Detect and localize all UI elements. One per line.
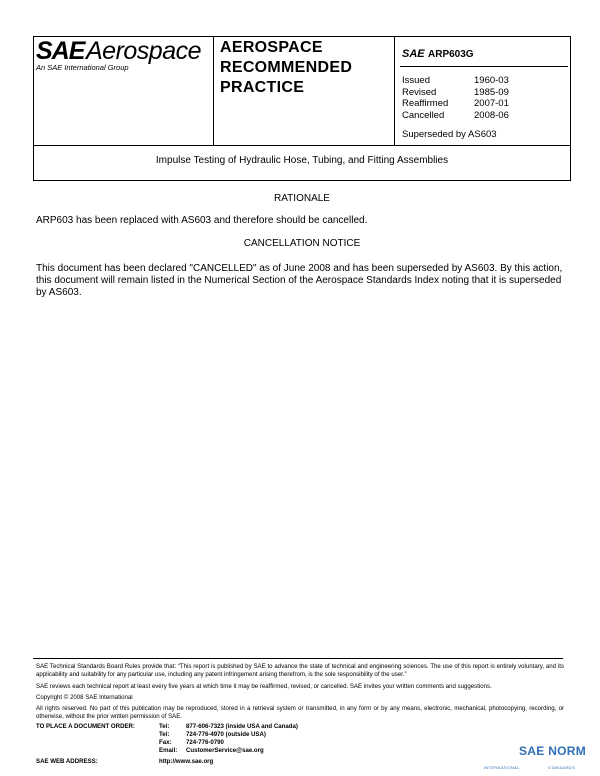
contact-label: Tel: bbox=[159, 731, 170, 738]
date-value: 1985-09 bbox=[474, 87, 509, 98]
rationale-text: ARP603 has been replaced with AS603 and therefore should be cancelled. bbox=[36, 215, 368, 226]
contact-value: 724-776-4970 (outside USA) bbox=[186, 731, 266, 738]
document-type bbox=[220, 38, 390, 98]
header-column-divider bbox=[394, 36, 395, 146]
contact-label: Tel: bbox=[159, 723, 170, 730]
watermark-standards: STANDARDS bbox=[548, 765, 576, 770]
date-label: Cancelled bbox=[402, 110, 445, 121]
aerospace-logo-text: Aerospace bbox=[86, 37, 202, 65]
superseded-by: Superseded by AS603 bbox=[402, 129, 497, 140]
contact-label: Fax: bbox=[159, 739, 172, 746]
footer-divider bbox=[33, 658, 563, 659]
date-value: 2008-06 bbox=[474, 110, 509, 121]
sae-logo: SAE bbox=[36, 37, 85, 65]
small-sae-logo: SAE bbox=[402, 48, 425, 60]
contact-value: 877-606-7323 (inside USA and Canada) bbox=[186, 723, 298, 730]
web-label: SAE WEB ADDRESS: bbox=[36, 758, 98, 765]
footer-review: SAE reviews each technical report at least every five years at which time it may be reaffirmed, revised, or cancelled. SAE invites your written comments and suggestions. bbox=[36, 683, 492, 690]
header-column-divider bbox=[213, 36, 214, 146]
date-value: 1960-03 bbox=[474, 75, 509, 86]
date-row-cancelled bbox=[402, 110, 562, 122]
document-number: ARP603G bbox=[428, 49, 474, 60]
watermark-international: INTERNATIONAL bbox=[484, 765, 520, 770]
document-title: Impulse Testing of Hydraulic Hose, Tubing, and Fitting Assemblies bbox=[155, 155, 449, 166]
web-link[interactable]: http://www.sae.org bbox=[159, 758, 214, 765]
footer-copyright: Copyright © 2008 SAE International bbox=[36, 694, 133, 701]
contact-label: Email: bbox=[159, 747, 178, 754]
date-row-issued bbox=[402, 75, 562, 87]
date-label: Reaffirmed bbox=[402, 98, 449, 109]
cancellation-text: This document has been declared "CANCELLED" as of June 2008 and has been superseded by AS603. By this action, this document will remain listed in the Numerical Section of the Aerospace Standards Index noting that it is superseded by AS603. bbox=[36, 263, 563, 298]
email-link[interactable]: CustomerService@sae.org bbox=[186, 747, 264, 754]
cancellation-heading: CANCELLATION NOTICE bbox=[243, 238, 361, 249]
footer-rules: SAE Technical Standards Board Rules provide that: “This report is published by SAE to advance the state of technical and engineering sciences. The use of this report is entirely voluntary, and its applicability and suitability for any particular use, including any patent infringement arising therefrom, is the sole responsibility of the user.” bbox=[36, 663, 564, 678]
footer-rights: All rights reserved. No part of this publication may be reproduced, stored in a retrieval system or transmitted, in any form or by any means, electronic, mechanical, photocopying, recording, or otherwise, without the prior written permission of SAE. bbox=[36, 705, 564, 720]
logo-subtitle: An SAE International Group bbox=[36, 63, 129, 72]
date-label: Revised bbox=[402, 87, 437, 98]
rationale-heading: RATIONALE bbox=[274, 193, 330, 204]
date-row-reaffirmed bbox=[402, 98, 562, 110]
document-type-line: RECOMMENDED bbox=[220, 59, 353, 76]
document-type-line: AEROSPACE bbox=[220, 39, 323, 56]
sae-norm-watermark: SAE NORM bbox=[519, 744, 587, 758]
date-label: Issued bbox=[402, 75, 430, 86]
document-type-line: PRACTICE bbox=[220, 79, 305, 96]
contact-value: 724-776-0790 bbox=[186, 739, 224, 746]
header-divider bbox=[33, 145, 571, 146]
date-value: 2007-01 bbox=[474, 98, 509, 109]
order-label: TO PLACE A DOCUMENT ORDER: bbox=[36, 723, 135, 730]
doc-number-underline bbox=[400, 66, 568, 67]
